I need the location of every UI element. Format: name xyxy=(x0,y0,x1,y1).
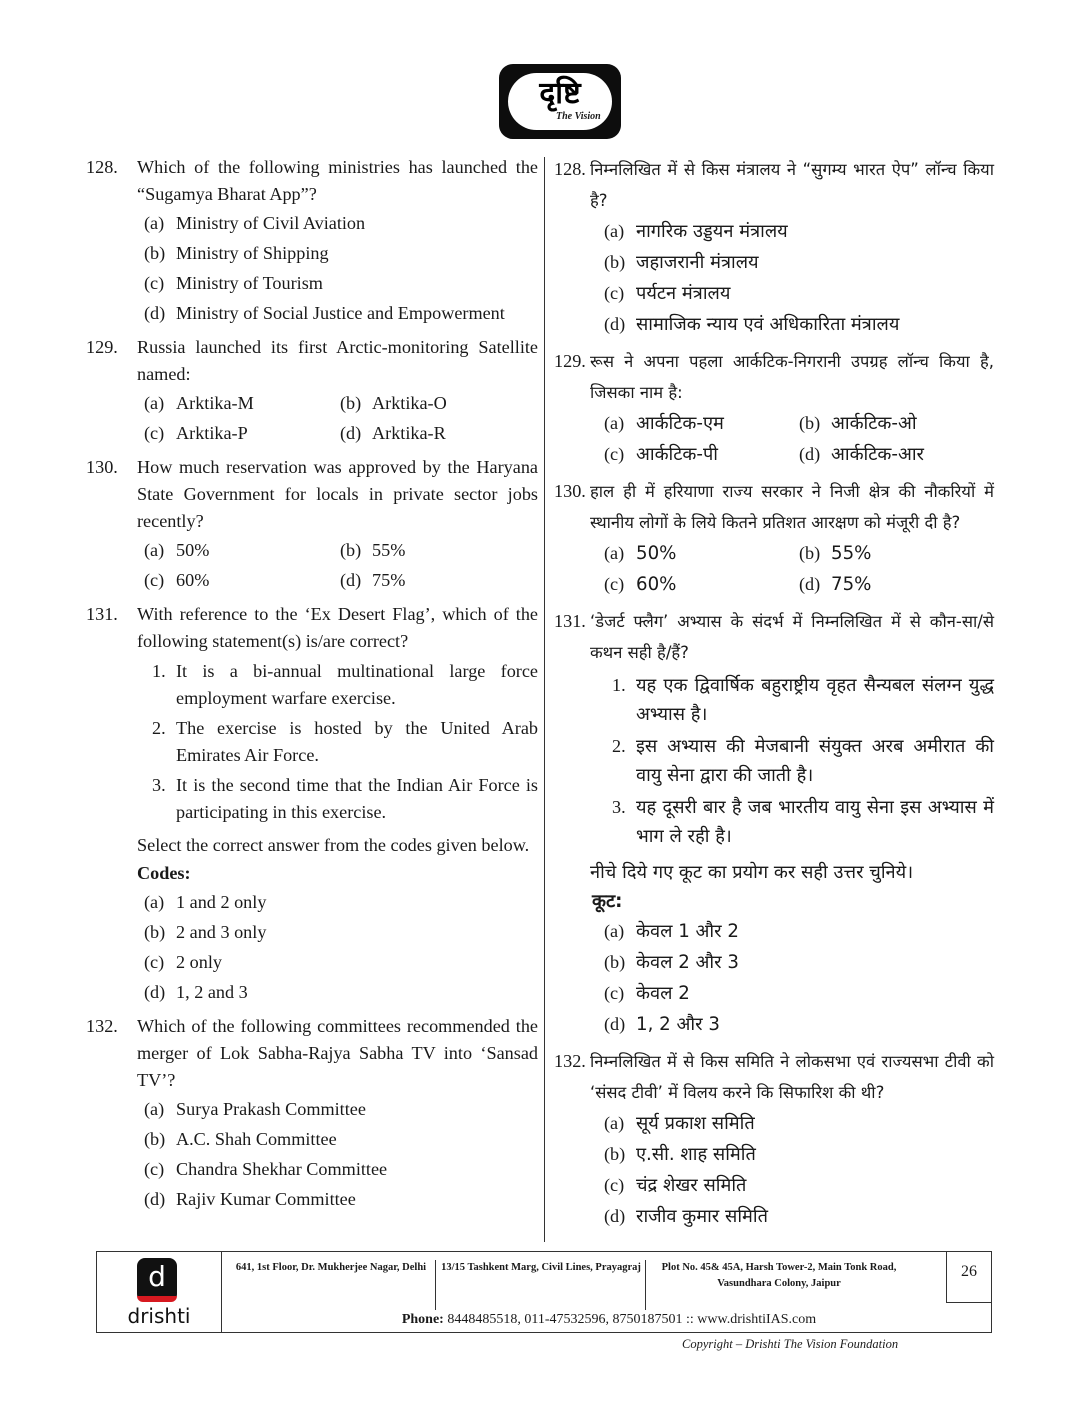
option-text: 75% xyxy=(831,574,872,595)
option-b xyxy=(340,388,536,418)
option-text: Arktika-M xyxy=(176,393,254,413)
option-c xyxy=(144,418,340,448)
question-number: 132. xyxy=(554,1051,586,1071)
address-jaipur: Plot No. 45& 45A, Harsh Tower-2, Main Tonk Road, Vasundhara Colony, Jaipur xyxy=(661,1262,897,1289)
option-c xyxy=(144,268,538,298)
option-c xyxy=(604,569,799,600)
option-letter: (c) xyxy=(604,1175,625,1195)
option-b xyxy=(144,238,538,268)
option-text: केवल 1 और 2 xyxy=(636,921,739,942)
question-132-en xyxy=(86,1013,538,1094)
option-text: आर्कटिक-पी xyxy=(636,444,719,465)
question-number: 132. xyxy=(86,1016,118,1036)
statement-number: 2. xyxy=(152,718,166,738)
statement-3 xyxy=(612,793,994,851)
logo-oval xyxy=(508,73,612,130)
statement-text: The exercise is hosted by the United Arab Emirates Air Force. xyxy=(176,718,538,765)
option-b xyxy=(604,247,994,278)
question-130-hi xyxy=(554,476,994,538)
option-letter: (c) xyxy=(144,570,165,590)
option-b xyxy=(604,947,994,978)
option-text: A.C. Shah Committee xyxy=(176,1129,337,1149)
option-text: 55% xyxy=(372,540,406,560)
option-letter: (d) xyxy=(604,1014,626,1034)
option-text: 2 only xyxy=(176,952,222,972)
option-text: Ministry of Tourism xyxy=(176,273,323,293)
question-stem: How much reservation was approved by the Haryana State Government for locals in private sector jobs recently? xyxy=(137,457,538,531)
copyright-notice: Copyright – Drishti The Vision Foundation xyxy=(682,1337,899,1351)
option-letter: (a) xyxy=(144,393,165,413)
logo-sub-text: The Vision xyxy=(556,111,601,122)
option-text: 1 and 2 only xyxy=(176,892,267,912)
option-d xyxy=(340,565,536,595)
option-letter: (b) xyxy=(799,413,821,433)
option-letter: (c) xyxy=(604,444,625,464)
option-letter: (d) xyxy=(799,574,821,594)
option-b xyxy=(144,917,538,947)
hindi-column xyxy=(554,154,994,1232)
option-row xyxy=(604,408,994,439)
phone-label: Phone: xyxy=(401,1312,444,1327)
option-a xyxy=(604,216,994,247)
option-letter: (d) xyxy=(144,1189,166,1209)
option-letter: (c) xyxy=(144,952,165,972)
statement-2 xyxy=(612,732,994,790)
option-letter: (a) xyxy=(144,540,165,560)
instruction-text: Select the correct answer from the codes given below. xyxy=(137,835,530,855)
option-text: केवल 2 xyxy=(636,983,690,1004)
option-text: नागरिक उड्डयन मंत्रालय xyxy=(636,221,788,242)
statement-number: 1. xyxy=(612,675,626,695)
statement-number: 3. xyxy=(152,775,166,795)
question-stem: रूस ने अपना पहला आर्कटिक-निगरानी उपग्रह लॉन्च किया है, जिसका नाम है: xyxy=(590,352,994,402)
option-b xyxy=(340,535,536,565)
option-a xyxy=(144,1094,538,1124)
statement-number: 1. xyxy=(152,661,166,681)
statement-3 xyxy=(152,772,538,826)
option-letter: (c) xyxy=(604,283,625,303)
instruction-text: नीचे दिये गए कूट का प्रयोग कर सही उत्तर चुनिये। xyxy=(590,862,914,883)
badge-accent-bar xyxy=(137,1296,177,1302)
option-row xyxy=(144,565,538,595)
option-text: 55% xyxy=(831,543,872,564)
option-c xyxy=(144,947,538,977)
option-letter: (a) xyxy=(144,213,165,233)
option-text: चंद्र शेखर समिति xyxy=(636,1175,747,1196)
option-letter: (a) xyxy=(144,892,165,912)
option-text: 75% xyxy=(372,570,406,590)
question-131-hi xyxy=(554,606,994,668)
option-text: केवल 2 और 3 xyxy=(636,952,739,973)
option-text: 50% xyxy=(636,543,677,564)
option-c xyxy=(604,1170,994,1201)
option-letter: (a) xyxy=(604,413,625,433)
question-130-en xyxy=(86,454,538,535)
option-letter: (b) xyxy=(604,952,626,972)
option-text: सामाजिक न्याय एवं अधिकारिता मंत्रालय xyxy=(636,314,900,335)
option-text: Ministry of Civil Aviation xyxy=(176,213,366,233)
option-letter: (a) xyxy=(604,221,625,241)
option-d xyxy=(799,569,994,600)
option-text: जहाजरानी मंत्रालय xyxy=(636,252,759,273)
option-letter: (b) xyxy=(144,922,166,942)
option-letter: (a) xyxy=(604,921,625,941)
codes-heading: कूट: xyxy=(592,891,623,912)
option-b xyxy=(799,408,994,439)
option-text: आर्कटिक-आर xyxy=(831,444,924,465)
statement-text: इस अभ्यास की मेजबानी संयुक्त अरब अमीरात की वायु सेना द्वारा की जाती है। xyxy=(636,736,994,786)
option-text: 50% xyxy=(176,540,210,560)
question-129-en xyxy=(86,334,538,388)
option-text: आर्कटिक-एम xyxy=(636,413,724,434)
option-text: पर्यटन मंत्रालय xyxy=(636,283,731,304)
statement-number: 2. xyxy=(612,736,626,756)
option-letter: (d) xyxy=(604,1206,626,1226)
option-letter: (a) xyxy=(604,543,625,563)
option-text: Ministry of Social Justice and Empowerment xyxy=(176,303,505,323)
option-text: Arktika-P xyxy=(176,423,248,443)
option-letter: (d) xyxy=(144,303,166,323)
phone-and-website: 8448485518, 011-47532596, 8750187501 :: www.drishtiIAS.com xyxy=(447,1312,817,1327)
option-c xyxy=(144,565,340,595)
option-text: 2 and 3 only xyxy=(176,922,267,942)
option-row xyxy=(144,535,538,565)
option-text: 60% xyxy=(636,574,677,595)
question-number: 131. xyxy=(86,604,118,624)
page-number: 26 xyxy=(946,1252,991,1303)
option-text: 1, 2 and 3 xyxy=(176,982,248,1002)
option-letter: (b) xyxy=(340,540,362,560)
option-a xyxy=(144,535,340,565)
option-b xyxy=(604,1139,994,1170)
option-letter: (d) xyxy=(799,444,821,464)
statement-text: It is a bi-annual multinational large force employment warfare exercise. xyxy=(176,661,538,708)
option-a xyxy=(604,916,994,947)
question-stem: Russia launched its first Arctic-monitoring Satellite named: xyxy=(137,337,538,384)
logo-main-text: दृष्टि xyxy=(539,76,581,111)
question-number: 128. xyxy=(86,157,118,177)
option-d xyxy=(340,418,536,448)
option-text: Rajiv Kumar Committee xyxy=(176,1189,356,1209)
option-text: आर्कटिक-ओ xyxy=(831,413,917,434)
option-b xyxy=(799,538,994,569)
option-c xyxy=(144,1154,538,1184)
option-row xyxy=(604,538,994,569)
footer-logo xyxy=(97,1252,222,1332)
option-text: Arktika-R xyxy=(372,423,446,443)
option-d xyxy=(604,1009,994,1040)
option-c xyxy=(604,978,994,1009)
option-text: राजीव कुमार समिति xyxy=(636,1206,768,1227)
statement-number: 3. xyxy=(612,797,626,817)
option-letter: (d) xyxy=(144,982,166,1002)
question-number: 131. xyxy=(554,611,586,631)
question-stem: Which of the following ministries has launched the “Sugamya Bharat App”? xyxy=(137,157,538,204)
option-letter: (d) xyxy=(340,423,362,443)
option-letter: (c) xyxy=(144,1159,165,1179)
option-d xyxy=(799,439,994,470)
question-number: 130. xyxy=(554,481,586,501)
english-column xyxy=(86,154,538,1214)
option-letter: (b) xyxy=(604,252,626,272)
question-number: 129. xyxy=(86,337,118,357)
option-b xyxy=(144,1124,538,1154)
option-letter: (b) xyxy=(144,243,166,263)
column-divider xyxy=(544,157,545,1242)
drishti-badge-icon xyxy=(137,1258,177,1302)
statement-1 xyxy=(612,671,994,729)
option-a xyxy=(604,538,799,569)
option-row xyxy=(144,418,538,448)
option-letter: (c) xyxy=(144,423,165,443)
question-number: 130. xyxy=(86,457,118,477)
statement-1 xyxy=(152,658,538,712)
page-footer xyxy=(96,1251,992,1333)
option-row xyxy=(604,569,994,600)
option-letter: (c) xyxy=(604,983,625,1003)
option-d xyxy=(604,1201,994,1232)
badge-letter: d xyxy=(148,1260,166,1293)
question-number: 128. xyxy=(554,159,586,179)
question-stem: ‘डेजर्ट फ्लैग’ अभ्यास के संदर्भ में निम्नलिखित में से कौन-सा/से कथन सही है/हैं? xyxy=(590,612,994,662)
option-d xyxy=(144,1184,538,1214)
question-number: 129. xyxy=(554,351,586,371)
option-letter: (b) xyxy=(604,1144,626,1164)
question-128-hi xyxy=(554,154,994,216)
option-text: Arktika-O xyxy=(372,393,447,413)
option-row xyxy=(144,388,538,418)
option-letter: (b) xyxy=(340,393,362,413)
contact-line xyxy=(227,1312,991,1328)
option-letter: (c) xyxy=(604,574,625,594)
option-a xyxy=(604,408,799,439)
option-c xyxy=(604,439,799,470)
option-text: 1, 2 और 3 xyxy=(636,1014,720,1035)
question-stem: हाल ही में हरियाणा राज्य सरकार ने निजी क्षेत्र की नौकरियों में स्थानीय लोगों के लिये कितने प्रतिशत आरक्षण को मंजूरी दी है? xyxy=(590,482,994,532)
option-d xyxy=(144,977,538,1007)
option-letter: (d) xyxy=(340,570,362,590)
address-delhi: 641, 1st Floor, Dr. Mukherjee Nagar, Delhi xyxy=(227,1260,436,1310)
option-letter: (a) xyxy=(144,1099,165,1119)
option-text: ए.सी. शाह समिति xyxy=(636,1144,756,1165)
question-stem: Which of the following committees recommended the merger of Lok Sabha-Rajya Sabha TV into ‘Sansad TV’? xyxy=(137,1016,538,1090)
statement-text: It is the second time that the Indian Air Force is participating in this exercise. xyxy=(176,775,538,822)
question-131-en xyxy=(86,601,538,655)
question-stem: With reference to the ‘Ex Desert Flag’, which of the following statement(s) is/are correct? xyxy=(137,604,538,651)
statement-text: यह दूसरी बार है जब भारतीय वायु सेना इस अभ्यास में भाग ले रही है। xyxy=(636,797,994,847)
question-stem: निम्नलिखित में से किस समिति ने लोकसभा एवं राज्यसभा टीवी को ‘संसद टीवी’ में विलय करने कि सिफारिश की थी? xyxy=(590,1052,994,1102)
option-text: 60% xyxy=(176,570,210,590)
option-letter: (c) xyxy=(144,273,165,293)
question-132-hi xyxy=(554,1046,994,1108)
statement-2 xyxy=(152,715,538,769)
option-text: सूर्य प्रकाश समिति xyxy=(636,1113,755,1134)
option-letter: (d) xyxy=(604,314,626,334)
question-128-en xyxy=(86,154,538,208)
option-letter: (b) xyxy=(144,1129,166,1149)
address-prayagraj: 13/15 Tashkent Marg, Civil Lines, Prayagraj xyxy=(437,1260,646,1310)
option-letter: (b) xyxy=(799,543,821,563)
option-d xyxy=(604,309,994,340)
option-a xyxy=(604,1108,994,1139)
option-text: Ministry of Shipping xyxy=(176,243,329,263)
option-a xyxy=(144,887,538,917)
option-c xyxy=(604,278,994,309)
option-a xyxy=(144,208,538,238)
option-letter: (a) xyxy=(604,1113,625,1133)
option-a xyxy=(144,388,340,418)
statement-text: यह एक द्विवार्षिक बहुराष्ट्रीय वृहत सैन्यबल संलग्न युद्ध अभ्यास है। xyxy=(636,675,994,725)
option-row xyxy=(604,439,994,470)
option-text: Chandra Shekhar Committee xyxy=(176,1159,388,1179)
drishti-logo xyxy=(499,64,621,139)
option-d xyxy=(144,298,538,328)
codes-heading: Codes: xyxy=(137,863,191,883)
footer-brand-name: drishti xyxy=(127,1304,191,1328)
question-129-hi xyxy=(554,346,994,408)
question-stem: निम्नलिखित में से किस मंत्रालय ने “सुगम्य भारत ऐप” लॉन्च किया है? xyxy=(590,160,994,210)
option-text: Surya Prakash Committee xyxy=(176,1099,366,1119)
